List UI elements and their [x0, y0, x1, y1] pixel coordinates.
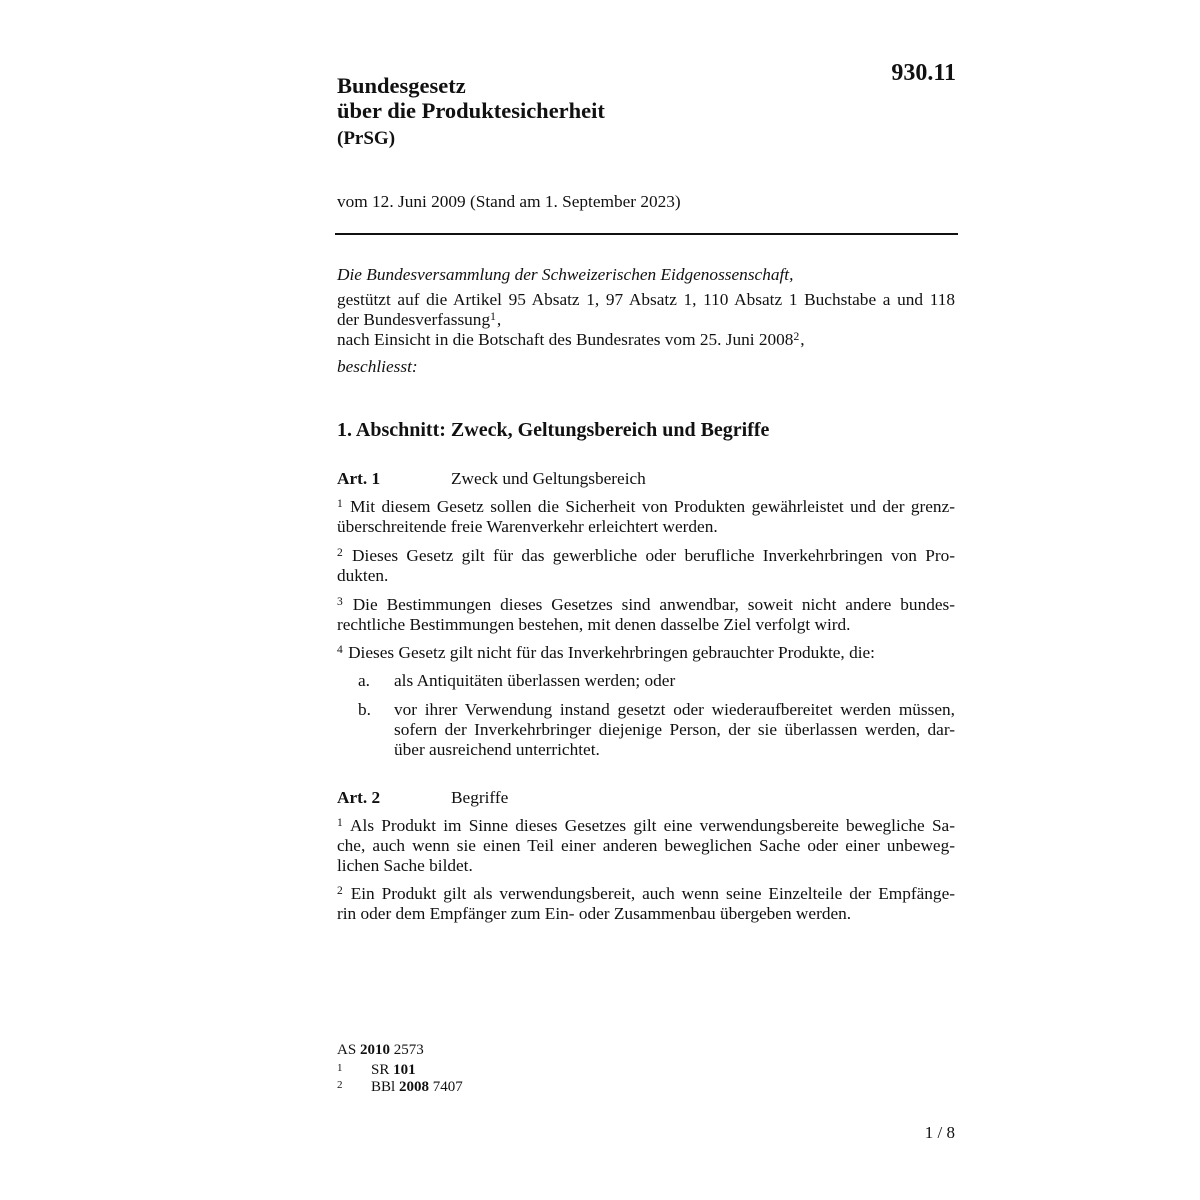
header-divider	[335, 233, 958, 235]
art-1-p4-number: 4	[337, 644, 343, 656]
art-2-paragraph-2	[337, 884, 955, 924]
art-1-p1-number: 1	[337, 498, 343, 510]
art-2-p1-line-2: che, auch wenn sie einen Teil einer anderen beweglichen Sache oder einer unbeweg-	[337, 836, 955, 855]
art-1-item-a-letter: a.	[358, 671, 370, 690]
art-2-p1-number: 1	[337, 817, 343, 829]
art-1-p2-text-1: Dieses Gesetz gilt für das gewerbliche oder berufliche Inverkehrbringen von Pro-	[352, 546, 955, 565]
footnote-1-prefix: SR	[371, 1062, 390, 1078]
art-1-item-b-line-1: vor ihrer Verwendung instand gesetzt oder wiederaufbereitet werden müssen,	[394, 700, 955, 719]
art-2-number: Art. 2	[337, 788, 381, 807]
footnote-1-number: 101	[393, 1062, 416, 1078]
art-1-p3-text-1: Die Bestimmungen dieses Gesetzes sind anwendbar, soweit nicht andere bundes-	[352, 595, 955, 614]
sr-number: 930.11	[891, 60, 956, 86]
art-2-p2-line-1	[337, 884, 955, 904]
art-2-title: Begriffe	[451, 788, 509, 807]
art-1-item-a-text: als Antiquitäten überlassen werden; oder	[394, 671, 676, 690]
law-abbreviation: (PrSG)	[337, 128, 396, 149]
footnote-2-year: 2008	[398, 1079, 429, 1095]
art-1-paragraph-2	[337, 546, 955, 586]
art-1-p1-line-1	[337, 497, 955, 517]
preamble-intro: Die Bundesversammlung der Schweizerischen Eidgenossenschaft,	[337, 265, 794, 284]
art-1-p2-line-1	[337, 546, 955, 566]
preamble-basis-end: ,	[496, 310, 502, 329]
page-number: 1 / 8	[924, 1123, 955, 1142]
footnote-as-year: 2010	[359, 1042, 390, 1058]
art-1-p4-text: Dieses Gesetz gilt nicht für das Inverkehrbringen gebrauchter Produkte, die:	[348, 643, 875, 662]
title-line-1: Bundesgesetz	[337, 73, 466, 98]
preamble-message-text: nach Einsicht in die Botschaft des Bundesrates vom 25. Juni 2008	[337, 330, 794, 349]
art-2-p1-line-3: lichen Sache bildet.	[337, 856, 473, 875]
preamble-decides: beschliesst:	[337, 357, 418, 376]
art-1-p2-line-2: dukten.	[337, 566, 389, 585]
art-2-p2-number: 2	[337, 885, 343, 897]
footnote-1-mark: 1	[337, 1062, 343, 1074]
art-2-p2-line-2: rin oder dem Empfänger zum Ein- oder Zusammenbau übergeben werden.	[337, 904, 852, 923]
footnote-2-mark: 2	[337, 1079, 343, 1091]
art-1-p3-line-1	[337, 595, 955, 615]
art-1-item-b-line-2: sofern der Inverkehrbringer diejenige Person, der sie überlassen werden, dar-	[394, 720, 955, 739]
art-2-p1-line-1	[337, 816, 955, 836]
art-1-title: Zweck und Geltungsbereich	[451, 469, 646, 488]
art-1-p1-line-2: überschreitende freie Warenverkehr erleichtert werden.	[337, 517, 718, 536]
art-2-p1-text-1: Als Produkt im Sinne dieses Gesetzes gilt eine verwendungsbereite bewegliche Sa-	[350, 816, 955, 835]
art-2-p2-text-1: Ein Produkt gilt als verwendungsbereit, auch wenn seine Einzelteile der Empfänge-	[350, 884, 955, 903]
art-1-paragraph-4	[337, 643, 955, 663]
footnote-ref-1[interactable]: 1	[490, 311, 496, 323]
footnote-1-text	[371, 1062, 416, 1079]
preamble-message	[337, 330, 955, 350]
preamble-basis-text: der Bundesverfassung	[337, 310, 491, 329]
art-1-item-b-line-3: über ausreichend unterrichtet.	[394, 740, 600, 759]
art-2-paragraph-1	[337, 816, 955, 876]
footnote-as	[337, 1042, 424, 1059]
preamble-basis-line-2	[337, 310, 955, 330]
footnote-2-prefix: BBl	[371, 1079, 396, 1095]
title-line-2: über die Produktesicherheit	[337, 98, 605, 123]
footnote-as-page: 2573	[393, 1042, 424, 1058]
art-1-item-b-text	[394, 700, 955, 760]
footnote-2-page: 7407	[432, 1079, 463, 1095]
art-1-paragraph-3	[337, 595, 955, 635]
preamble-basis-line-1: gestützt auf die Artikel 95 Absatz 1, 97 Absatz 1, 110 Absatz 1 Buchstabe a und 118	[337, 290, 955, 309]
footnote-2-text	[371, 1079, 463, 1096]
footnote-ref-2[interactable]: 2	[793, 331, 800, 343]
art-1-p2-number: 2	[337, 547, 343, 559]
footnote-as-prefix: AS	[337, 1042, 357, 1058]
date-line: vom 12. Juni 2009 (Stand am 1. September 2023)	[337, 192, 681, 211]
art-1-number: Art. 1	[337, 469, 381, 488]
preamble-basis	[337, 290, 955, 330]
art-1-paragraph-1	[337, 497, 955, 537]
art-1-p3-line-2: rechtliche Bestimmungen bestehen, mit denen dasselbe Ziel verfolgt wird.	[337, 615, 851, 634]
art-1-p1-text-1: Mit diesem Gesetz sollen die Sicherheit von Produkten gewährleistet und der grenz-	[350, 497, 955, 516]
art-1-item-b-letter: b.	[358, 700, 371, 719]
section-1-title: 1. Abschnitt: Zweck, Geltungsbereich und Begriffe	[337, 419, 770, 441]
art-1-p3-number: 3	[337, 596, 343, 608]
preamble-message-end: ,	[800, 330, 805, 349]
